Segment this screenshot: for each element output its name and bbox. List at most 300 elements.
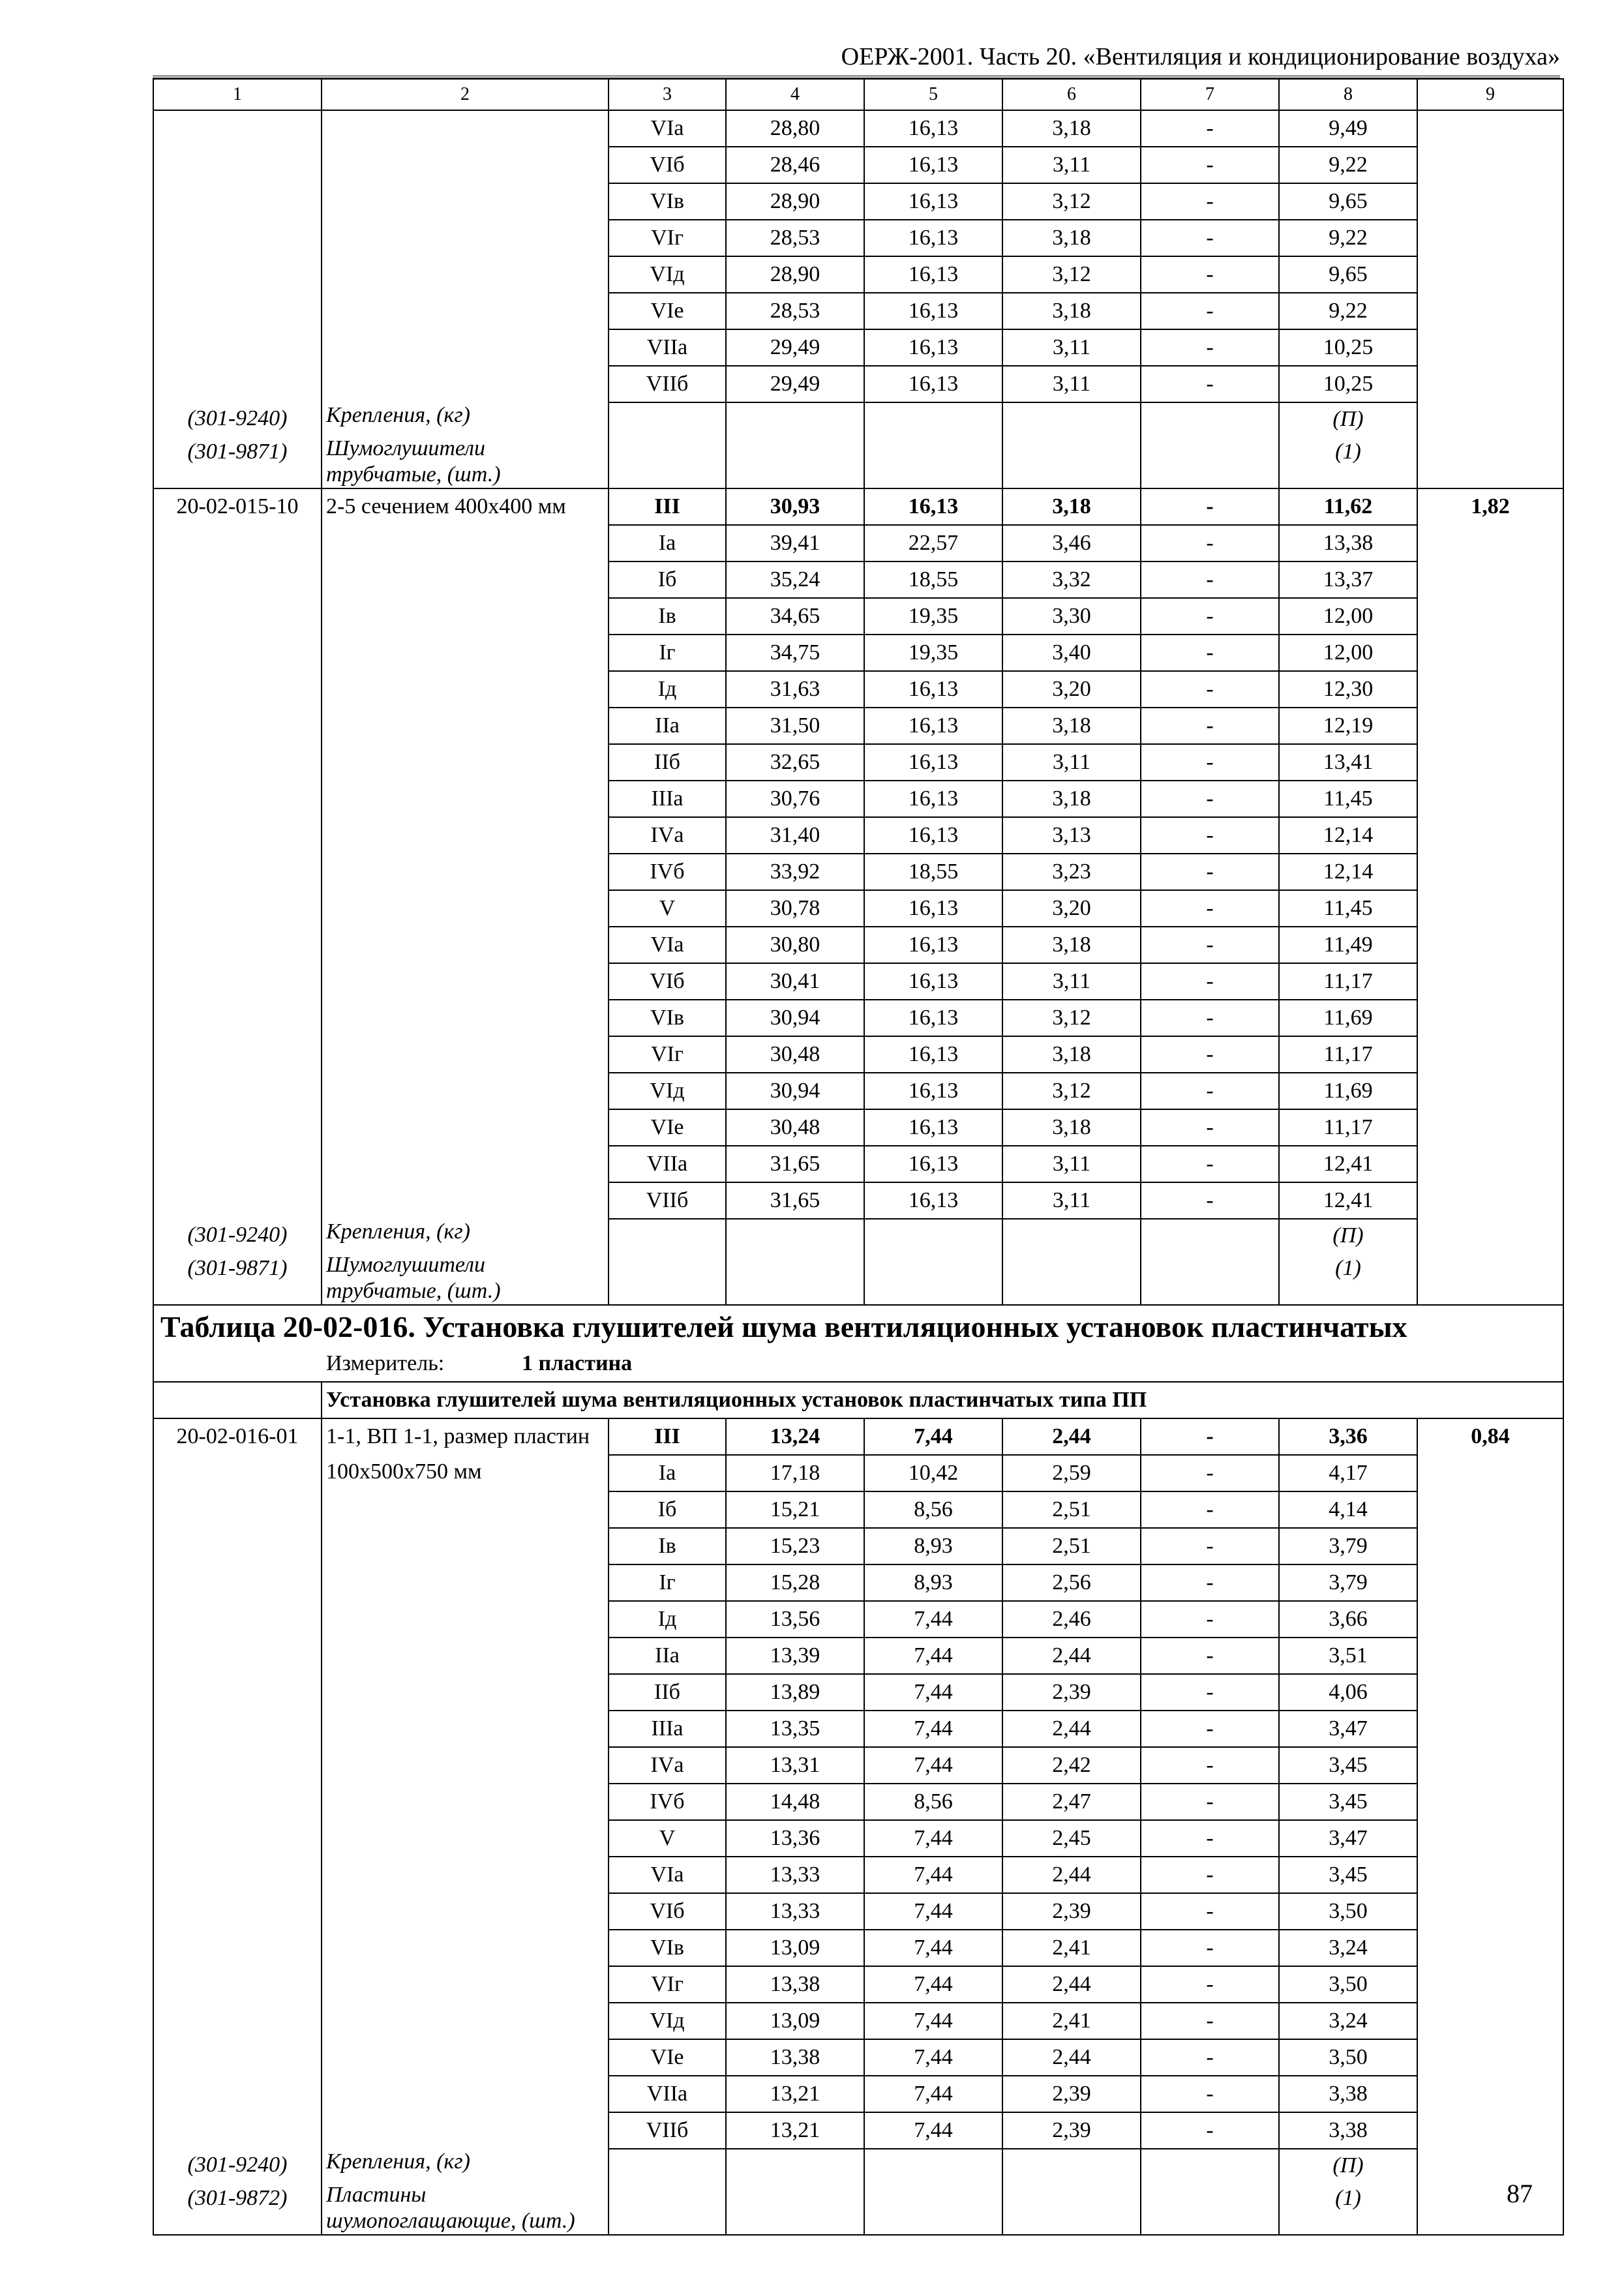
table-row: [153, 488, 1563, 525]
zone-cell: VIд: [609, 1073, 726, 1109]
value-cell: 3,11: [1002, 147, 1141, 183]
resource-value: (1): [1279, 1252, 1417, 1305]
value-cell: -: [1141, 1109, 1279, 1146]
resource-value: (П): [1279, 402, 1417, 436]
zone-cell: Iб: [609, 1491, 726, 1528]
value-cell: -: [1141, 256, 1279, 293]
value-cell: -: [1141, 1000, 1279, 1036]
value-cell: -: [1141, 963, 1279, 1000]
resource-row: [153, 2149, 1563, 2182]
value-cell: 28,90: [726, 256, 864, 293]
value-cell: -: [1141, 110, 1279, 147]
work-name: [322, 110, 609, 402]
value-cell: 30,76: [726, 781, 864, 817]
value-cell: -: [1141, 708, 1279, 744]
value-cell: -: [1141, 1966, 1279, 2003]
empty-cell: [1141, 2182, 1279, 2235]
weight-cell: 0,84: [1417, 1418, 1563, 2235]
resource-name: Крепления, (кг): [322, 1219, 609, 1252]
value-cell: 8,56: [864, 1784, 1002, 1820]
zone-cell: IIа: [609, 708, 726, 744]
zone-cell: VIд: [609, 2003, 726, 2039]
value-cell: 11,69: [1279, 1073, 1417, 1109]
empty-cell: [726, 1219, 864, 1252]
value-cell: 3,32: [1002, 561, 1141, 598]
value-cell: 3,45: [1279, 1857, 1417, 1893]
column-numbers-row: [153, 79, 1563, 110]
value-cell: 11,69: [1279, 1000, 1417, 1036]
value-cell: -: [1141, 147, 1279, 183]
zone-cell: V: [609, 890, 726, 927]
column-number: 4: [726, 79, 864, 110]
value-cell: 18,55: [864, 561, 1002, 598]
zone-cell: Iа: [609, 1455, 726, 1491]
value-cell: 3,50: [1279, 1966, 1417, 2003]
zone-cell: Iг: [609, 635, 726, 671]
value-cell: 13,38: [726, 2039, 864, 2076]
column-number: 2: [322, 79, 609, 110]
resource-code: (301-9240): [153, 1219, 322, 1252]
resource-row: [153, 2182, 1563, 2235]
value-cell: 2,44: [1002, 1711, 1141, 1747]
value-cell: 2,51: [1002, 1528, 1141, 1564]
measure-label: Измеритель:: [326, 1351, 445, 1375]
value-cell: 11,17: [1279, 1036, 1417, 1073]
value-cell: 28,90: [726, 183, 864, 220]
table-body: [153, 79, 1563, 2235]
value-cell: 32,65: [726, 744, 864, 781]
value-cell: 17,18: [726, 1455, 864, 1491]
resource-name: Крепления, (кг): [322, 402, 609, 436]
resource-value: (П): [1279, 2149, 1417, 2182]
value-cell: 16,13: [864, 781, 1002, 817]
value-cell: 12,14: [1279, 854, 1417, 890]
value-cell: 3,47: [1279, 1820, 1417, 1857]
value-cell: 13,24: [726, 1418, 864, 1455]
value-cell: 2,51: [1002, 1491, 1141, 1528]
zone-cell: IIIа: [609, 781, 726, 817]
value-cell: 13,38: [726, 1966, 864, 2003]
empty-cell: [864, 2182, 1002, 2235]
value-cell: 13,33: [726, 1893, 864, 1930]
value-cell: 7,44: [864, 1893, 1002, 1930]
resource-name: Крепления, (кг): [322, 2149, 609, 2182]
empty-cell: [726, 402, 864, 436]
value-cell: -: [1141, 1820, 1279, 1857]
value-cell: 12,41: [1279, 1146, 1417, 1182]
value-cell: -: [1141, 1601, 1279, 1638]
value-cell: 16,13: [864, 1000, 1002, 1036]
value-cell: 3,18: [1002, 1109, 1141, 1146]
value-cell: 3,18: [1002, 927, 1141, 963]
value-cell: 16,13: [864, 147, 1002, 183]
value-cell: -: [1141, 1747, 1279, 1784]
empty-cell: [864, 1252, 1002, 1305]
value-cell: 12,00: [1279, 635, 1417, 671]
value-cell: 3,20: [1002, 890, 1141, 927]
column-number: 7: [1141, 79, 1279, 110]
value-cell: -: [1141, 1418, 1279, 1455]
value-cell: 9,22: [1279, 220, 1417, 256]
column-number: 1: [153, 79, 322, 110]
value-cell: 10,25: [1279, 366, 1417, 402]
zone-cell: IVб: [609, 1784, 726, 1820]
value-cell: 16,13: [864, 1036, 1002, 1073]
value-cell: 13,38: [1279, 525, 1417, 561]
table-title-row: [153, 1305, 1563, 1349]
value-cell: 16,13: [864, 817, 1002, 854]
zone-cell: VIа: [609, 927, 726, 963]
value-cell: 16,13: [864, 256, 1002, 293]
resource-row: [153, 1252, 1563, 1305]
zone-cell: VIIа: [609, 2076, 726, 2112]
value-cell: 3,11: [1002, 366, 1141, 402]
column-number: 5: [864, 79, 1002, 110]
work-name: 1-1, ВП 1-1, размер пластин 100х500х750 мм: [322, 1418, 609, 2149]
value-cell: 16,13: [864, 329, 1002, 366]
value-cell: 11,45: [1279, 890, 1417, 927]
value-cell: 7,44: [864, 1674, 1002, 1711]
empty-cell: [1141, 1252, 1279, 1305]
value-cell: -: [1141, 1146, 1279, 1182]
value-cell: 3,38: [1279, 2112, 1417, 2149]
zone-cell: Iв: [609, 598, 726, 635]
resource-code: (301-9240): [153, 2149, 322, 2182]
value-cell: 2,44: [1002, 1966, 1141, 2003]
value-cell: 12,41: [1279, 1182, 1417, 1219]
value-cell: 3,12: [1002, 1000, 1141, 1036]
value-cell: 2,45: [1002, 1820, 1141, 1857]
value-cell: 2,59: [1002, 1455, 1141, 1491]
value-cell: 34,75: [726, 635, 864, 671]
value-cell: 16,13: [864, 110, 1002, 147]
resource-row: [153, 436, 1563, 488]
resource-name: Шумоглушители трубчатые, (шт.): [322, 436, 609, 488]
value-cell: -: [1141, 1455, 1279, 1491]
value-cell: 3,18: [1002, 781, 1141, 817]
value-cell: 39,41: [726, 525, 864, 561]
table-title: Таблица 20-02-016. Установка глушителей шума вентиляционных установок пластинчатых: [153, 1305, 1563, 1349]
value-cell: 4,17: [1279, 1455, 1417, 1491]
value-cell: 31,50: [726, 708, 864, 744]
value-cell: 13,21: [726, 2112, 864, 2149]
value-cell: 16,13: [864, 927, 1002, 963]
empty-cell: [726, 1252, 864, 1305]
value-cell: -: [1141, 183, 1279, 220]
value-cell: 2,44: [1002, 1418, 1141, 1455]
value-cell: 2,42: [1002, 1747, 1141, 1784]
value-cell: 35,24: [726, 561, 864, 598]
value-cell: 22,57: [864, 525, 1002, 561]
value-cell: 15,23: [726, 1528, 864, 1564]
value-cell: -: [1141, 1036, 1279, 1073]
value-cell: 13,33: [726, 1857, 864, 1893]
value-cell: 7,44: [864, 1418, 1002, 1455]
value-cell: 13,56: [726, 1601, 864, 1638]
value-cell: 2,47: [1002, 1784, 1141, 1820]
value-cell: 4,06: [1279, 1674, 1417, 1711]
zone-cell: VIв: [609, 183, 726, 220]
value-cell: 15,21: [726, 1491, 864, 1528]
value-cell: 7,44: [864, 1966, 1002, 2003]
column-number: 6: [1002, 79, 1141, 110]
value-cell: 16,13: [864, 1073, 1002, 1109]
value-cell: 13,21: [726, 2076, 864, 2112]
value-cell: 7,44: [864, 1820, 1002, 1857]
empty-cell: [726, 2182, 864, 2235]
value-cell: -: [1141, 1930, 1279, 1966]
zone-cell: Iб: [609, 561, 726, 598]
value-cell: 31,63: [726, 671, 864, 708]
value-cell: -: [1141, 2076, 1279, 2112]
value-cell: 13,31: [726, 1747, 864, 1784]
zone-cell: VIIа: [609, 1146, 726, 1182]
resource-code: [153, 110, 322, 402]
page-number: 87: [1507, 2179, 1533, 2208]
value-cell: 2,39: [1002, 1893, 1141, 1930]
value-cell: 7,44: [864, 1711, 1002, 1747]
value-cell: 2,39: [1002, 2076, 1141, 2112]
zone-cell: VIг: [609, 1036, 726, 1073]
zone-cell: IIа: [609, 1638, 726, 1674]
zone-cell: VIв: [609, 1930, 726, 1966]
zone-cell: Iг: [609, 1564, 726, 1601]
value-cell: -: [1141, 1638, 1279, 1674]
empty-cell: [609, 402, 726, 436]
value-cell: 7,44: [864, 1747, 1002, 1784]
value-cell: 30,41: [726, 963, 864, 1000]
section-spacer: [153, 1382, 322, 1418]
zone-cell: Iд: [609, 1601, 726, 1638]
value-cell: 2,46: [1002, 1601, 1141, 1638]
value-cell: 16,13: [864, 488, 1002, 525]
value-cell: -: [1141, 1564, 1279, 1601]
value-cell: 28,53: [726, 293, 864, 329]
value-cell: 30,80: [726, 927, 864, 963]
value-cell: 12,14: [1279, 817, 1417, 854]
zone-cell: IIб: [609, 744, 726, 781]
resource-row: [153, 402, 1563, 436]
value-cell: 2,56: [1002, 1564, 1141, 1601]
value-cell: 29,49: [726, 329, 864, 366]
value-cell: 13,37: [1279, 561, 1417, 598]
value-cell: 7,44: [864, 1930, 1002, 1966]
value-cell: 16,13: [864, 220, 1002, 256]
value-cell: -: [1141, 854, 1279, 890]
zone-cell: VIе: [609, 2039, 726, 2076]
value-cell: -: [1141, 1893, 1279, 1930]
resource-code: 20-02-016-01: [153, 1418, 322, 2149]
column-number: 8: [1279, 79, 1417, 110]
zone-cell: III: [609, 488, 726, 525]
empty-cell: [1002, 1219, 1141, 1252]
zone-cell: VIб: [609, 147, 726, 183]
zone-cell: V: [609, 1820, 726, 1857]
value-cell: 3,40: [1002, 635, 1141, 671]
zone-cell: IIIа: [609, 1711, 726, 1747]
value-cell: 28,53: [726, 220, 864, 256]
zone-cell: IIб: [609, 1674, 726, 1711]
value-cell: 3,47: [1279, 1711, 1417, 1747]
value-cell: -: [1141, 1784, 1279, 1820]
value-cell: 31,65: [726, 1182, 864, 1219]
value-cell: 31,40: [726, 817, 864, 854]
value-cell: 31,65: [726, 1146, 864, 1182]
value-cell: 16,13: [864, 183, 1002, 220]
empty-cell: [1002, 436, 1141, 488]
value-cell: -: [1141, 561, 1279, 598]
table-row: [153, 1418, 1563, 1455]
value-cell: -: [1141, 525, 1279, 561]
section-title: Установка глушителей шума вентиляционных установок пластинчатых типа ПП: [322, 1382, 1563, 1418]
value-cell: 3,38: [1279, 2076, 1417, 2112]
header-title: ОЕРЖ-2001. Часть 20. «Вентиляция и кондиционирование воздуха»: [841, 43, 1560, 70]
weight-cell: [1417, 110, 1563, 488]
resource-code: (301-9871): [153, 436, 322, 488]
value-cell: 16,13: [864, 963, 1002, 1000]
value-cell: 2,39: [1002, 1674, 1141, 1711]
zone-cell: VIа: [609, 1857, 726, 1893]
empty-cell: [609, 2182, 726, 2235]
value-cell: -: [1141, 781, 1279, 817]
zone-cell: IVб: [609, 854, 726, 890]
resource-row: [153, 1219, 1563, 1252]
column-number: 9: [1417, 79, 1563, 110]
zone-cell: VIг: [609, 220, 726, 256]
value-cell: -: [1141, 220, 1279, 256]
zone-cell: VIг: [609, 1966, 726, 2003]
empty-cell: [726, 436, 864, 488]
empty-cell: [1141, 2149, 1279, 2182]
measure-cell: [153, 1349, 1563, 1382]
value-cell: 16,13: [864, 1182, 1002, 1219]
value-cell: 13,89: [726, 1674, 864, 1711]
value-cell: 2,44: [1002, 1638, 1141, 1674]
value-cell: 15,28: [726, 1564, 864, 1601]
resource-code: 20-02-015-10: [153, 488, 322, 1219]
empty-cell: [609, 1252, 726, 1305]
zone-cell: VIб: [609, 1893, 726, 1930]
value-cell: 13,09: [726, 2003, 864, 2039]
value-cell: 16,13: [864, 744, 1002, 781]
value-cell: 13,36: [726, 1820, 864, 1857]
value-cell: -: [1141, 817, 1279, 854]
value-cell: 16,13: [864, 366, 1002, 402]
value-cell: 2,39: [1002, 2112, 1141, 2149]
value-cell: 3,79: [1279, 1528, 1417, 1564]
zone-cell: IVа: [609, 1747, 726, 1784]
value-cell: -: [1141, 1711, 1279, 1747]
zone-cell: VIд: [609, 256, 726, 293]
value-cell: -: [1141, 1528, 1279, 1564]
value-cell: -: [1141, 635, 1279, 671]
value-cell: 11,62: [1279, 488, 1417, 525]
value-cell: 3,45: [1279, 1747, 1417, 1784]
value-cell: 3,18: [1002, 708, 1141, 744]
zone-cell: VIIб: [609, 366, 726, 402]
value-cell: 4,14: [1279, 1491, 1417, 1528]
zone-cell: VIе: [609, 1109, 726, 1146]
value-cell: 11,17: [1279, 963, 1417, 1000]
value-cell: -: [1141, 1857, 1279, 1893]
value-cell: 9,22: [1279, 293, 1417, 329]
value-cell: 9,65: [1279, 183, 1417, 220]
value-cell: -: [1141, 2003, 1279, 2039]
value-cell: 3,12: [1002, 1073, 1141, 1109]
value-cell: 30,94: [726, 1073, 864, 1109]
value-cell: 2,44: [1002, 2039, 1141, 2076]
value-cell: -: [1141, 293, 1279, 329]
value-cell: 11,45: [1279, 781, 1417, 817]
value-cell: 28,46: [726, 147, 864, 183]
value-cell: 3,12: [1002, 256, 1141, 293]
value-cell: -: [1141, 598, 1279, 635]
value-cell: 2,41: [1002, 2003, 1141, 2039]
value-cell: 12,00: [1279, 598, 1417, 635]
empty-cell: [1002, 2182, 1141, 2235]
resource-code: (301-9871): [153, 1252, 322, 1305]
value-cell: 3,18: [1002, 220, 1141, 256]
value-cell: 30,48: [726, 1036, 864, 1073]
value-cell: -: [1141, 744, 1279, 781]
value-cell: 34,65: [726, 598, 864, 635]
section-row: [153, 1382, 1563, 1418]
value-cell: 9,65: [1279, 256, 1417, 293]
value-cell: 3,50: [1279, 2039, 1417, 2076]
empty-cell: [609, 1219, 726, 1252]
zone-cell: III: [609, 1418, 726, 1455]
zone-cell: VIб: [609, 963, 726, 1000]
value-cell: 9,49: [1279, 110, 1417, 147]
zone-cell: Iв: [609, 1528, 726, 1564]
value-cell: 7,44: [864, 2039, 1002, 2076]
value-cell: 3,20: [1002, 671, 1141, 708]
value-cell: 10,42: [864, 1455, 1002, 1491]
value-cell: 3,45: [1279, 1784, 1417, 1820]
value-cell: 11,49: [1279, 927, 1417, 963]
value-cell: 3,13: [1002, 817, 1141, 854]
resource-name: Пластины шумопоглащающие, (шт.): [322, 2182, 609, 2235]
value-cell: 3,11: [1002, 1146, 1141, 1182]
work-name: 2-5 сечением 400х400 мм: [322, 488, 609, 1219]
zone-cell: VIа: [609, 110, 726, 147]
value-cell: -: [1141, 2039, 1279, 2076]
value-cell: 16,13: [864, 1146, 1002, 1182]
empty-cell: [864, 402, 1002, 436]
zone-cell: VIIб: [609, 2112, 726, 2149]
empty-cell: [1002, 402, 1141, 436]
value-cell: 7,44: [864, 2112, 1002, 2149]
value-cell: -: [1141, 1073, 1279, 1109]
value-cell: 3,30: [1002, 598, 1141, 635]
value-cell: 16,13: [864, 671, 1002, 708]
column-number: 3: [609, 79, 726, 110]
value-cell: 3,18: [1002, 110, 1141, 147]
value-cell: 8,93: [864, 1564, 1002, 1601]
resource-value: (П): [1279, 1219, 1417, 1252]
value-cell: -: [1141, 1674, 1279, 1711]
measure-value: 1 пластина: [522, 1351, 633, 1375]
value-cell: 33,92: [726, 854, 864, 890]
value-cell: -: [1141, 366, 1279, 402]
value-cell: 10,25: [1279, 329, 1417, 366]
value-cell: 2,41: [1002, 1930, 1141, 1966]
value-cell: 14,48: [726, 1784, 864, 1820]
table-row: [153, 110, 1563, 147]
value-cell: 3,66: [1279, 1601, 1417, 1638]
value-cell: 3,18: [1002, 1036, 1141, 1073]
value-cell: 30,93: [726, 488, 864, 525]
